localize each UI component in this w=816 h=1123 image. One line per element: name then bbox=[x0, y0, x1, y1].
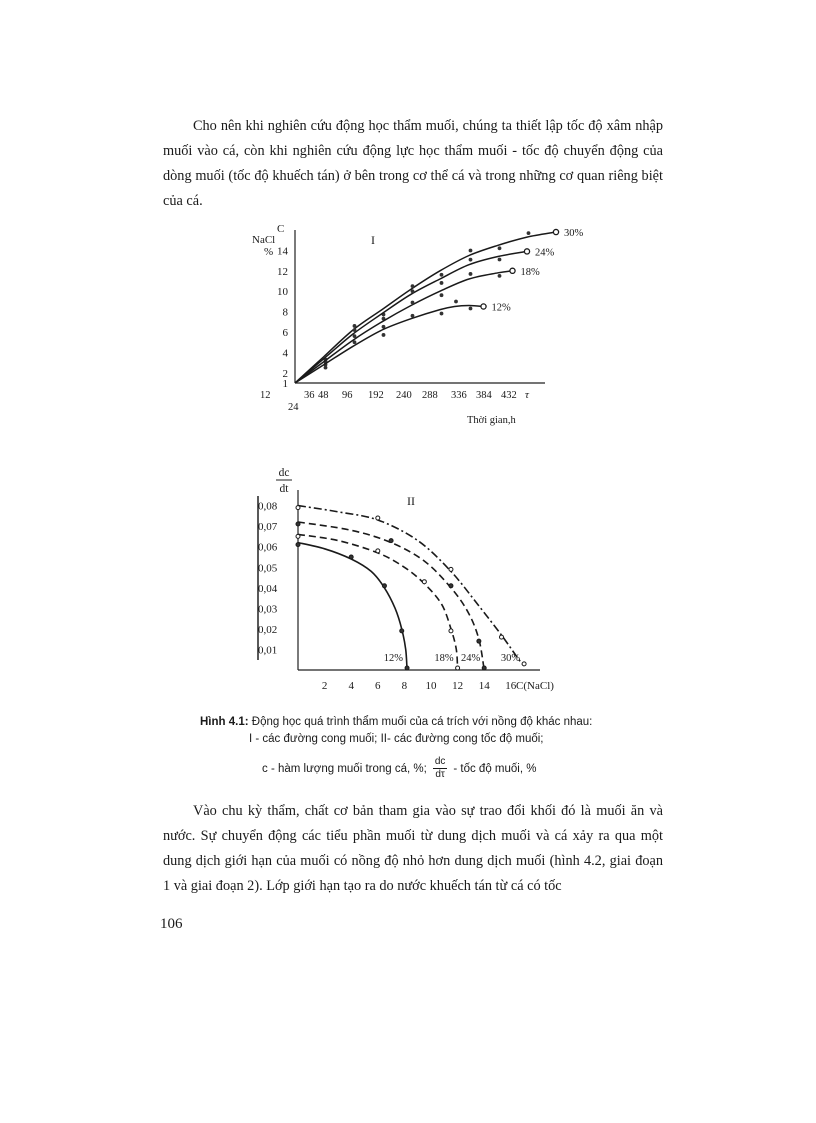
y-tick-label: 0,06 bbox=[258, 541, 278, 554]
data-point bbox=[382, 584, 386, 588]
data-point bbox=[454, 300, 458, 304]
x-tick-label: 2 bbox=[321, 680, 328, 692]
series-label: 30% bbox=[564, 228, 584, 240]
data-point bbox=[376, 516, 380, 520]
data-point bbox=[411, 301, 415, 305]
chart-salt-content bbox=[240, 220, 584, 435]
x-tick-label: 8 bbox=[401, 680, 408, 692]
data-point bbox=[477, 639, 481, 643]
series-end-point bbox=[524, 249, 529, 254]
data-point bbox=[422, 580, 426, 584]
series-end-point bbox=[510, 268, 515, 273]
caption-frac-num: dc bbox=[434, 756, 446, 767]
page-number: 106 bbox=[160, 916, 183, 932]
caption-frac-den: dτ bbox=[435, 769, 445, 780]
series-end-point bbox=[553, 229, 558, 234]
y-tick-label: 0,07 bbox=[258, 521, 278, 534]
chart-salting-rate bbox=[240, 460, 570, 700]
data-point bbox=[499, 635, 503, 639]
paragraph-1 bbox=[163, 114, 663, 214]
data-point bbox=[469, 249, 473, 253]
series-label: 18% bbox=[520, 266, 540, 278]
x-tick-label: 336 bbox=[451, 390, 467, 401]
x-tick-label: 48 bbox=[318, 390, 329, 401]
series-line bbox=[298, 543, 407, 670]
data-point bbox=[498, 274, 502, 278]
data-point bbox=[469, 307, 473, 311]
y-tick-label: 2 bbox=[282, 367, 288, 380]
series-label: 18% bbox=[434, 653, 454, 664]
data-point bbox=[411, 289, 415, 293]
x-tick-label: 288 bbox=[422, 390, 438, 401]
data-point bbox=[522, 662, 526, 666]
x-tick-label: 240 bbox=[396, 390, 412, 401]
data-point bbox=[324, 366, 328, 370]
data-point bbox=[411, 284, 415, 288]
x-axis-label: C(NaCl) bbox=[516, 680, 554, 692]
y-tick-label: 14 bbox=[277, 245, 288, 258]
data-point bbox=[498, 258, 502, 262]
x-tick-label: 10 bbox=[425, 680, 437, 692]
data-point bbox=[400, 629, 404, 633]
y-tick-label: 10 bbox=[277, 286, 288, 299]
data-point bbox=[382, 333, 386, 337]
y-label-c: C bbox=[277, 223, 285, 235]
series-line bbox=[298, 506, 524, 666]
x-tick-label: 12 bbox=[452, 680, 464, 692]
x-axis-symbol: τ bbox=[525, 389, 529, 401]
data-point bbox=[449, 567, 453, 571]
data-point bbox=[353, 334, 357, 338]
data-point bbox=[296, 543, 300, 547]
data-point bbox=[449, 629, 453, 633]
y-tick-label: 0,08 bbox=[258, 500, 278, 513]
caption-line-2: I - các đường cong muối; II- các đường cong tốc độ muối; bbox=[249, 733, 544, 745]
y-tick-label: 4 bbox=[282, 347, 288, 360]
x-tick-label: 16 bbox=[505, 680, 517, 692]
caption-line-3-left: c - hàm lượng muối trong cá, %; bbox=[262, 762, 427, 775]
panel-label: II bbox=[407, 494, 415, 508]
data-point bbox=[449, 584, 453, 588]
data-point bbox=[456, 666, 460, 670]
data-point bbox=[376, 549, 380, 553]
series-line bbox=[295, 251, 527, 383]
series-line bbox=[295, 271, 513, 383]
y-tick-label: 0,04 bbox=[258, 582, 278, 595]
series-label: 30% bbox=[500, 653, 521, 664]
x-tick-label: 384 bbox=[476, 390, 492, 401]
caption-label: Hình 4.1: bbox=[200, 716, 249, 728]
x-tick-label: 12 bbox=[260, 390, 271, 401]
data-point bbox=[440, 281, 444, 285]
x-axis-label: Thời gian,h bbox=[467, 415, 516, 426]
data-point bbox=[440, 293, 444, 297]
data-point bbox=[349, 555, 353, 559]
series-end-point bbox=[481, 304, 486, 309]
paragraph-2-text: Vào chu kỳ thẩm, chất cơ bản tham gia vào sự trao đổi khối đó là muối ăn và nước. Sự chuyển động các tiểu phần muối từ dung dịch muối và cá xảy ra qua một dung dịch giới hạn của muối có nồng độ nhỏ hơn dung dịch muối (hình 4.2, giai đoạn 1 và giai đoạn 2). Lớp giới hạn tạo ra do nước khuếch tán từ cá có tốc bbox=[163, 803, 663, 894]
data-point bbox=[469, 258, 473, 262]
y-tick-label: 8 bbox=[282, 306, 288, 319]
data-point bbox=[296, 522, 300, 526]
data-point bbox=[296, 534, 300, 538]
series-label: 24% bbox=[460, 653, 481, 664]
data-point bbox=[469, 272, 473, 276]
x-tick-label: 14 bbox=[478, 680, 490, 692]
series-label: 12% bbox=[383, 653, 404, 664]
x-tick-label: 6 bbox=[375, 680, 381, 692]
panel-label: I bbox=[371, 233, 375, 247]
y-tick-label: 0,03 bbox=[258, 603, 278, 616]
x-tick-label: 4 bbox=[348, 680, 354, 692]
x-tick-label: 36 bbox=[304, 390, 315, 401]
y-tick-label: 0,01 bbox=[258, 644, 278, 657]
y-tick-label: 1 bbox=[282, 378, 288, 390]
caption-fraction bbox=[433, 756, 448, 781]
y-tick-label: 0,02 bbox=[258, 623, 278, 636]
data-point bbox=[498, 246, 502, 250]
series-label: 12% bbox=[491, 302, 511, 314]
x-tick-label: 96 bbox=[342, 390, 353, 401]
y-label-percent: % bbox=[264, 246, 274, 258]
paragraph-2 bbox=[163, 799, 663, 899]
data-point bbox=[353, 324, 357, 328]
y-label-den: dt bbox=[279, 483, 289, 495]
y-tick-label: 12 bbox=[277, 265, 288, 278]
data-point bbox=[440, 312, 444, 316]
x-tick-label: 24 bbox=[288, 402, 299, 413]
y-label-nacl: NaCl bbox=[252, 234, 276, 246]
data-point bbox=[527, 231, 531, 235]
series-label: 24% bbox=[535, 247, 555, 259]
paragraph-1-text: Cho nên khi nghiên cứu động học thẩm muối, chúng ta thiết lập tốc độ xâm nhập muối vào cá, còn khi nghiên cứu động lực học thẩm muối - tốc độ chuyển động của dòng muối (tốc độ khuếch tán) ở bên trong cơ thể cá và trong những cơ quan riêng biệt của cá. bbox=[163, 118, 663, 209]
x-tick-label: 432 bbox=[501, 390, 517, 401]
data-point bbox=[440, 273, 444, 277]
y-label-num: dc bbox=[278, 467, 290, 479]
data-point bbox=[353, 340, 357, 344]
data-point bbox=[411, 314, 415, 318]
data-point bbox=[389, 539, 393, 543]
y-tick-label: 6 bbox=[282, 327, 288, 339]
data-point bbox=[482, 666, 486, 670]
data-point bbox=[353, 328, 357, 332]
series-line bbox=[295, 232, 556, 383]
y-tick-label: 0,05 bbox=[258, 562, 278, 575]
caption-text: Động học quá trình thẩm muối của cá trích với nồng độ khác nhau: bbox=[251, 716, 593, 728]
figure-caption bbox=[200, 716, 660, 728]
caption-line-3-right: - tốc độ muối, % bbox=[453, 762, 537, 775]
data-point bbox=[296, 506, 300, 510]
data-point bbox=[405, 666, 409, 670]
caption-line-3 bbox=[262, 756, 536, 781]
x-tick-label: 192 bbox=[368, 390, 384, 401]
